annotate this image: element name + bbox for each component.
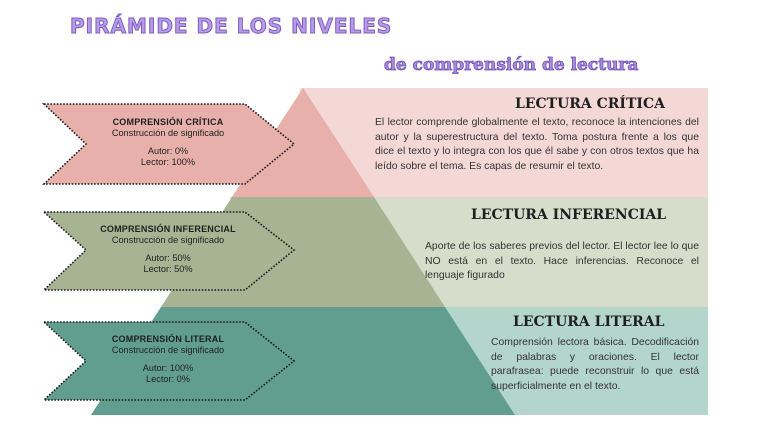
arrow-inferential-title: COMPRENSIÓN INFERENCIAL [100, 224, 236, 234]
inferential-description: Aporte de los saberes previos del lector. El lector lee lo que NO está en el texto. Hace inferencias. Reconoce el lenguaje figurado [425, 241, 699, 281]
arrow-critical-reader: Lector: 100% [140, 156, 196, 167]
arrow-literal-label [68, 334, 268, 384]
arrow-inferential-label [68, 224, 268, 274]
page-title: PIRÁMIDE DE LOS NIVELES [70, 14, 393, 38]
arrow-literal-title: COMPRENSIÓN LITERAL [111, 334, 225, 344]
literal-heading: LECTURA LITERAL [513, 314, 665, 330]
critical-description: El lector comprende globalmente el texto, reconoce la intenciones del autor y la superestructura del texto. Toma postura frente a los que dice el texto y lo integra con los que él sabe y con otros textos que ha leído sobre el tema. Es capas de resumir el texto. [375, 117, 699, 172]
arrow-inferential-author: Autor: 50% [145, 253, 191, 263]
critical-heading: LECTURA CRÍTICA [515, 96, 665, 112]
arrow-literal-subtitle: Construcción de significado [111, 344, 225, 355]
arrow-critical-title: COMPRENSIÓN CRÍTICA [112, 117, 224, 127]
page-subtitle: de comprensión de lectura [384, 55, 639, 75]
arrow-critical-label [68, 117, 268, 167]
arrow-inferential-reader: Lector: 50% [143, 263, 193, 274]
arrow-inferential-subtitle: Construcción de significado [111, 234, 225, 245]
arrow-literal-author: Autor: 100% [142, 363, 194, 373]
arrow-critical-subtitle: Construcción de significado [111, 127, 225, 138]
arrow-literal-reader: Lector: 0% [146, 373, 190, 384]
literal-description: Comprensión lectora básica. Decodificación de palabras y oraciones. El lector parafrasea: puede reconstruir lo que está superficialmente en el texto. [491, 337, 699, 392]
arrow-critical-author: Autor: 0% [147, 146, 189, 156]
inferential-heading: LECTURA INFERENCIAL [471, 207, 667, 223]
